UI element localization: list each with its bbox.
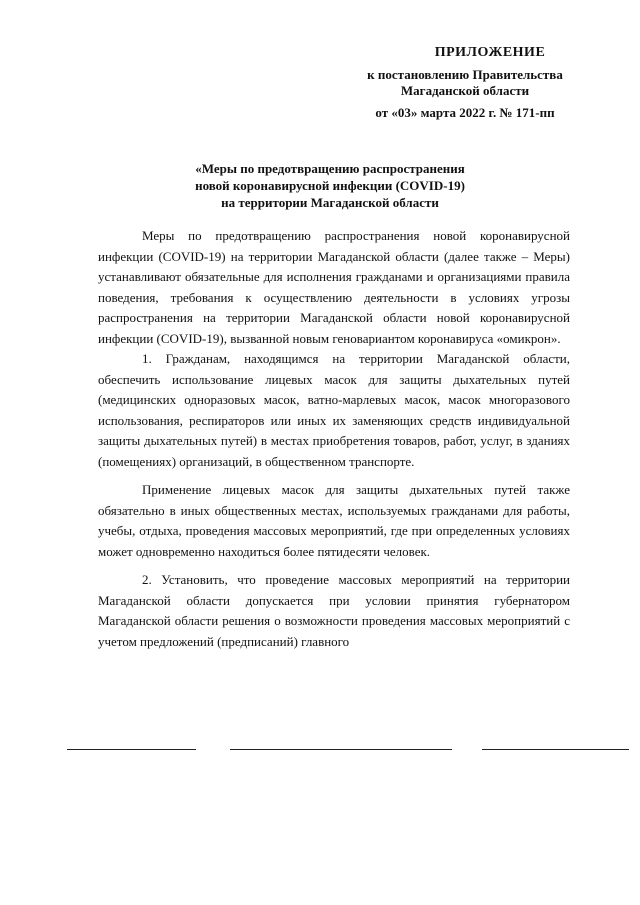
appendix-line-date-number: от «03» марта 2022 г. № 171-пп: [375, 105, 555, 120]
scan-divider-gap: [452, 748, 482, 751]
title-line-3: на территории Магаданской области: [221, 195, 439, 210]
appendix-line-resolution: к постановлению Правительства: [367, 67, 563, 82]
title-line-2: новой коронавирусной инфекции (COVID-19): [195, 178, 465, 193]
scan-divider-gap: [196, 748, 230, 751]
appendix-header: [330, 45, 580, 61]
paragraph-intro: Меры по предотвращению распространения новой коронавирусной инфекции (COVID-19) на территории Магаданской области (далее также – Меры) устанавливают обязательные для исполнения гражданами и организациями правила поведения, требования к осуществлению деятельности в условиях угрозы распространения на территории Магаданской области новой коронавирусной инфекции (COVID-19), вызванной новым геновариантом коронавируса «омикрон».: [98, 228, 570, 346]
paragraph-item-1: 1. Гражданам, находящимся на территории Магаданской области, обеспечить использование лицевых масок для защиты дыхательных путей (медицинских одноразовых масок, ватно-марлевых масок, масок многоразового использования, респираторов или иных их заменяющих средств индивидуальной защиты дыхательных путей) в местах приобретения товаров, работ, услуг, в зданиях (помещениях) организаций, в общественном транспорте.: [98, 351, 570, 469]
document-title: [130, 160, 530, 211]
paragraph-item-1-masks: Применение лицевых масок для защиты дыхательных путей также обязательно в иных общественных местах, используемых гражданами для работы, учебы, отдыха, проведения массовых мероприятий, где при определенных условиях может одновременно находиться более пятидесяти человек.: [98, 482, 570, 559]
title-line-1: «Меры по предотвращению распространения: [195, 161, 465, 176]
paragraph-item-2: 2. Установить, что проведение массовых мероприятий на территории Магаданской области допускается при условии принятия губернатором Магаданской области решения о возможности проведения массовых мероприятий с учетом предложений (предписаний) главного: [98, 572, 570, 649]
appendix-heading: ПРИЛОЖЕНИЕ: [434, 45, 546, 60]
appendix-reference: [330, 67, 580, 121]
document-body: [98, 226, 570, 652]
appendix-line-region: Магаданской области: [400, 83, 530, 98]
scan-divider-line: [67, 749, 629, 750]
